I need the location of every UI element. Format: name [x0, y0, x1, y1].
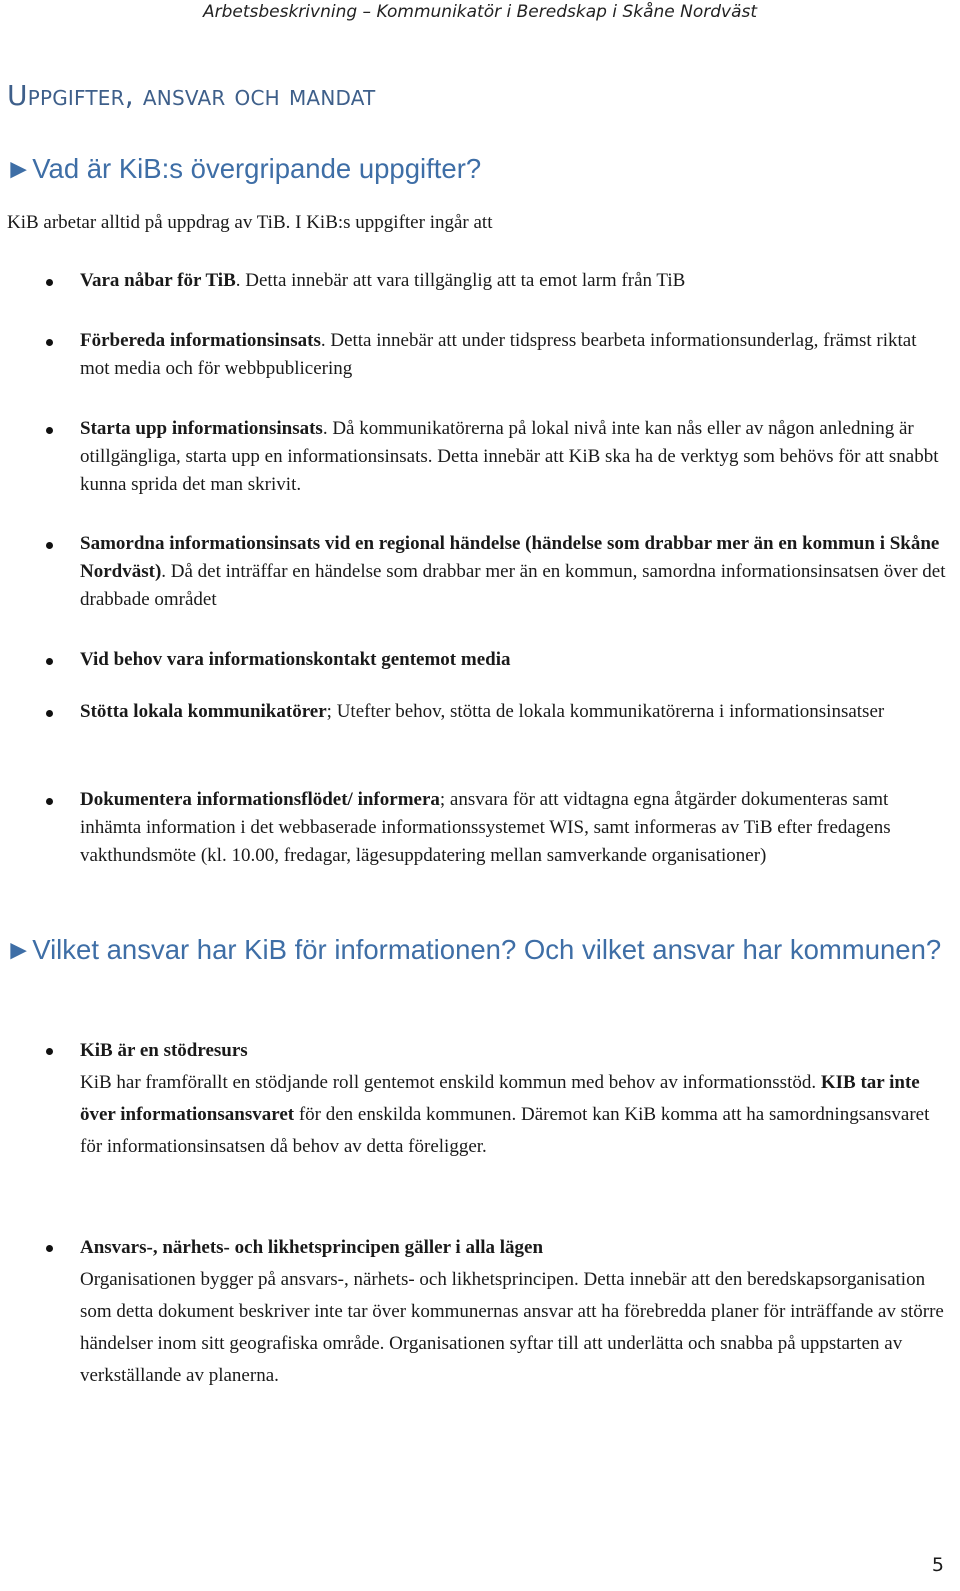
- header-dash: –: [357, 2, 377, 22]
- task-description: ; Utefter behov, stötta de lokala kommunikatörerna i informationsinsatser: [326, 701, 885, 722]
- bullet-icon: [46, 279, 53, 286]
- task-item: [80, 327, 950, 383]
- task-item: [80, 786, 950, 870]
- responsibility-text: för den enskilda kommunen. Däremot kan KiB komma att ha samordningsansvaret för informationsinsatsen då behov av detta föreligger.: [80, 1104, 930, 1157]
- page-number: 5: [931, 1554, 944, 1576]
- bullet-icon: [46, 658, 53, 665]
- task-item: [80, 415, 950, 499]
- task-item: [80, 646, 950, 674]
- responsibility-heading: KiB är en stödresurs: [80, 1040, 248, 1061]
- bullet-icon: [46, 1048, 53, 1055]
- task-description: ; ansvara för att vidtagna egna åtgärder dokumenteras samt inhämta information i det webbaserade informationssystemet WIS, samt informeras av TiB efter fredagens vakthundsmöte (kl. 10.00, fredagar, lägesuppdatering mellan samverkande organisationer): [80, 789, 891, 866]
- responsibility-heading: Ansvars-, närhets- och likhetsprincipen gäller i alla lägen: [80, 1237, 544, 1258]
- bullet-icon: [46, 339, 53, 346]
- bullet-icon: [46, 798, 53, 805]
- bullet-icon: [46, 1245, 53, 1252]
- question-1-text: Vad är KiB:s övergripande uppgifter?: [32, 153, 482, 184]
- task-description: . Då det inträffar en händelse som drabbar mer än en kommun, samordna informationsinsatsen över det drabbade området: [80, 561, 946, 610]
- task-item: [80, 267, 950, 295]
- triangle-marker-icon: ►: [5, 153, 33, 184]
- bullet-icon: [46, 710, 53, 717]
- task-title: Samordna informationsinsats vid en regional händelse (händelse som drabbar mer än en kommun i Skåne Nordväst): [80, 533, 940, 582]
- task-item: [80, 698, 950, 726]
- triangle-marker-icon: ►: [5, 934, 33, 965]
- responsibility-item: [80, 1232, 950, 1392]
- responsibility-text: KiB har framförallt en stödjande roll gentemot enskild kommun med behov av informationsstöd.: [80, 1072, 821, 1093]
- header-doc-title: Kommunikatör i Beredskap i Skåne Nordväst: [376, 2, 758, 22]
- responsibility-item: [80, 1035, 950, 1163]
- intro-paragraph: KiB arbetar alltid på uppdrag av TiB. I KiB:s uppgifter ingår att: [7, 212, 493, 233]
- task-title: Vara nåbar för TiB: [80, 270, 236, 291]
- question-heading-1: [5, 147, 950, 190]
- task-title: Stötta lokala kommunikatörer: [80, 701, 327, 722]
- bullet-icon: [46, 427, 53, 434]
- task-description: . Detta innebär att vara tillgänglig att ta emot larm från TiB: [235, 270, 686, 291]
- task-description: . Då kommunikatörerna på lokal nivå inte kan nås eller av någon anledning är otillgängliga, starta upp en informationsinsats. Detta innebär att KiB ska ha de verktyg som behövs för att snabbt kunna sprida det man skrivit.: [80, 418, 939, 495]
- question-heading-2: [5, 928, 950, 971]
- task-description: . Detta innebär att under tidspress bearbeta informationsunderlag, främst riktat mot media och för webbpublicering: [80, 330, 917, 379]
- header-doc-label: Arbetsbeskrivning: [202, 2, 358, 22]
- responsibility-text: Organisationen bygger på ansvars-, närhets- och likhetsprincipen. Detta innebär att den beredskapsorganisation som detta dokument beskriver inte tar över kommunernas ansvar att ha förebredda planer för inträffande av större händelser inom sitt geografiska område. Organisationen syftar till att underlätta och snabba på uppstarten av verkställande av planerna.: [80, 1269, 944, 1386]
- section-title: Uppgifter, ansvar och mandat: [7, 79, 376, 112]
- bullet-icon: [46, 542, 53, 549]
- responsibility-emphasis: KIB tar inte över informationsansvaret: [80, 1072, 920, 1125]
- task-item: [80, 530, 950, 614]
- running-header: [0, 2, 960, 22]
- task-title: Dokumentera informationsflödet/ informera: [80, 789, 440, 810]
- task-title: Starta upp informationsinsats: [80, 418, 323, 439]
- question-2-text: Vilket ansvar har KiB för informationen? Och vilket ansvar har kommunen?: [32, 934, 942, 965]
- task-title: Förbereda informationsinsats: [80, 330, 321, 351]
- task-title: Vid behov vara informationskontakt gentemot media: [80, 649, 511, 670]
